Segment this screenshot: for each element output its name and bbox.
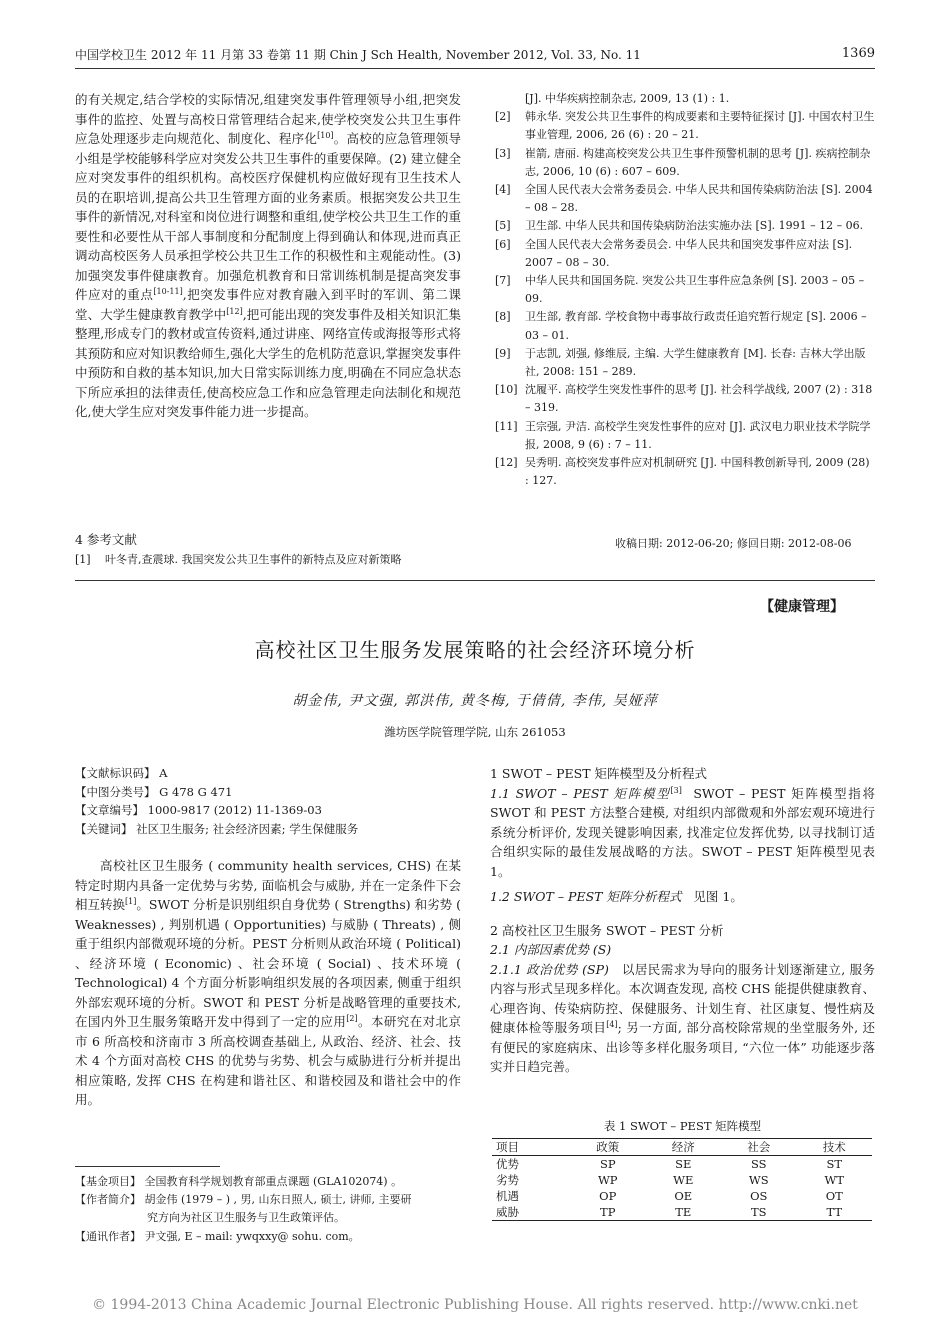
section-1-2: 1.2 SWOT – PEST 矩阵分析程式 见图 1。 <box>490 889 743 904</box>
meta-keywords: 【关键词】 社区卫生服务; 社会经济因素; 学生保健服务 <box>75 821 359 836</box>
swot-pest-table <box>492 1139 872 1220</box>
article-affiliation: 潍坊医学院管理学院, 山东 261053 <box>384 725 566 739</box>
prev-article-left-column <box>75 90 461 422</box>
citation: [12] <box>226 306 243 316</box>
reference-list-right <box>495 90 875 490</box>
section-1-heading: 1 SWOT – PEST 矩阵模型及分析程式 <box>490 766 708 781</box>
table-cell: OP <box>599 1189 617 1203</box>
prev-article-paragraph: 的有关规定,结合学校的实际情况,组建突发事件管理领导小组,把突发事件的监控、处置与高校日常管理结合起来,使学校突发公共卫生事件应急处理逐步走向规范化、制度化、程序化[10]。高校的应急管理领导小组是学校能够科学应对突发公共卫生事件的重要保障。(2) 建立健全应对突发事件的组织机构。高校医疗保健机构应做好现有卫生技术人员的在职培训,提高公共卫生管理方面的业务素质。根据突发公共卫生事件的新情况,对科室和岗位进行调整和重组,使学校公共卫生工作的重要性和必要性从干部人事制度和分配制度上得到确认和体现,进而真正调动高校医务人员承担学校公共卫生工作的积极性和主观能动性。(3) 加强突发事件健康教育。加强危机教育和日常训练机制是提高突发事件应对的重点[10-11],把突发事件应对教育融入到平时的军训、第二课堂、大学生健康教育教学中[12],把可能出现的突发事件及相关知识汇集整理,形成专门的教材或宣传资料,通过讲座、网络宣传或海报等形式将其预防和应对知识教给师生,强化大学生的危机防范意识,掌握突发事件中预防和自救的基本知识,加大日常实际训练力度,明确在不同应急状态下所应承担的法律责任,使高校应急工作和应急管理走向法制化和规范化,使大学生应对突发事件能力进一步提高。 <box>75 92 461 419</box>
citation: [2] <box>346 1013 358 1023</box>
reference-item: [2] 韩永华. 突发公共卫生事件的构成要素和主要特征探讨 [J]. 中国农村卫生事业管理, 2006, 26 (6) : 20 – 21. <box>495 110 875 142</box>
table-caption: 表 1 SWOT – PEST 矩阵模型 <box>603 1119 762 1133</box>
citation: [4] <box>606 1019 618 1029</box>
intro-paragraph: 高校社区卫生服务 ( community health services, CHS) 在某特定时期内具备一定优势与劣势, 面临机会与威胁, 并在一定条件下会相互转换[1]。SWOT 分析是识别组织自身优势 ( Strengths) 和劣势 ( Weaknesses) , 判别机遇 ( Opportunities) 与威胁 ( Threats) , 侧重于组织内部微观环境的分析。PEST 分析则从政治环境 ( Political) 、经济环境 ( Economic) 、社会环境 ( Social) 、技术环境 ( Technological) 4 个方面分析影响组织发展的各项因素, 侧重于组织外部宏观环境的分析。SWOT 和 PEST 分析是战略管理的重要技术, 在国内外卫生服务策略开发中得到了一定的应用[2]。本研究在对北京市 6 所高校和济南市 3 所高校调查基础上, 从政治、经济、社会、技术 4 个方面对高校 CHS 的优势与劣势、机会与威胁进行分析并提出相应策略, 发挥 CHS 在构建和谐社区、和谐校园及和谐社会中的作用。 <box>75 858 461 1107</box>
article-title: 高校社区卫生服务发展策略的社会经济环境分析 <box>254 638 696 662</box>
footnote-rule <box>75 1166 220 1167</box>
footnotes <box>75 1173 475 1246</box>
section-2-heading: 2 高校社区卫生服务 SWOT – PEST 分析 <box>490 922 724 938</box>
reference-item: [J]. 中华疾病控制杂志, 2009, 13 (1) : 1. <box>525 92 730 105</box>
table-header-row <box>492 1139 872 1156</box>
table-row <box>492 1188 872 1204</box>
footnote-author: 【作者简介】 胡金伟 (1979 – ) , 男, 山东日照人, 硕士, 讲师, 主要研 <box>75 1193 412 1207</box>
table-cell: OE <box>674 1189 693 1203</box>
section-2-1-1: 2.1.1 政治优势 (SP) 以居民需求为导向的服务计划逐渐建立, 服务内容与形式呈现多样化。本次调查发现, 高校 CHS 能提供健康教育、心理咨询、传染病防控、保健服务、计划生育、社区康复、慢性病及健康体检等服务项目[4]; 另一方面, 部分高校除常规的坐堂服务外, 还有便民的家庭病床、出诊等多样化服务项目, “六位一体” 功能逐步落实并日趋完善。 <box>490 961 876 1074</box>
meta-article-number: 【文章编号】 1000-9817 (2012) 11-1369-03 <box>75 803 322 817</box>
table-header-cell: 技术 <box>822 1140 846 1154</box>
table-cell: OT <box>825 1189 843 1203</box>
footnote-funding: 【基金项目】 全国教育科学规划教育部重点课题 (GLA102074) 。 <box>75 1175 403 1188</box>
meta-doc-code: 【文献标识码】 A <box>75 766 168 780</box>
table-cell: OS <box>750 1189 768 1203</box>
table-cell: 优势 <box>496 1157 519 1171</box>
section-1-1: 1.1 SWOT – PEST 矩阵模型[3] SWOT – PEST 矩阵模型指将 SWOT 和 PEST 方法整合建模, 对组织内部微观和外部宏观环境进行系统分析评价, 发现关键影响因素, 找准定位发挥优势, 以寻找制订适合组织实际的最佳发展战略的方法。SWOT – PEST 矩阵模型见表 1。 <box>490 785 875 879</box>
reference-item: [12] 吴秀明. 高校突发事件应对机制研究 [J]. 中国科教创新导刊, 2009 (28) : 127. <box>495 456 870 488</box>
article-intro <box>75 856 461 1110</box>
table-header-cell: 政策 <box>596 1140 620 1154</box>
table-header-cell: 社会 <box>747 1140 771 1154</box>
reference-item: [5] 卫生部. 中华人民共和国传染病防治法实施办法 [S]. 1991 – 12 – 06. <box>495 219 864 233</box>
received-date: 收稿日期: 2012-06-20; 修回日期: 2012-08-06 <box>615 537 852 550</box>
table-cell: WT <box>824 1173 844 1187</box>
citation: [10-11] <box>153 286 183 296</box>
citation: [3] <box>670 785 682 795</box>
header-rule <box>75 68 875 69</box>
reference-item: [11] 王宗强, 尹洁. 高校学生突发性事件的应对 [J]. 武汉电力职业技术学院学报, 2008, 9 (6) : 7 – 11. <box>495 419 871 451</box>
meta-clc: 【中图分类号】 G 478 G 471 <box>75 784 233 799</box>
page-number: 1369 <box>841 46 875 61</box>
citation: [10] <box>317 130 334 140</box>
table-header-cell: 经济 <box>671 1140 695 1154</box>
table-cell: WE <box>673 1173 694 1187</box>
section-2-1-heading: 2.1 内部因素优势 (S) <box>490 942 612 957</box>
section-tag: 【健康管理】 <box>760 599 844 615</box>
table-header-cell: 项目 <box>496 1140 519 1154</box>
copyright-footer: © 1994-2013 China Academic Journal Electronic Publishing House. All rights reserved. http://www.cnki.net <box>92 1297 858 1313</box>
table-cell: WS <box>748 1173 769 1187</box>
table-cell: 威胁 <box>496 1205 519 1219</box>
table-row <box>492 1204 872 1220</box>
table-cell: 机遇 <box>496 1189 519 1203</box>
table-cell: TP <box>600 1205 616 1219</box>
reference-item: [10] 沈履平. 高校学生突发性事件的思考 [J]. 社会科学战线, 2007 (2) : 318 – 319. <box>495 383 873 415</box>
table-cell: SS <box>750 1157 767 1171</box>
table-cell: WP <box>597 1173 618 1187</box>
citation: [1] <box>125 896 137 906</box>
reference-item: [4] 全国人民代表大会常务委员会. 中华人民共和国传染病防治法 [S]. 2004 – 08 – 28. <box>495 183 873 215</box>
article-meta <box>75 764 358 838</box>
running-head-text: 中国学校卫生 2012 年 11 月第 33 卷第 11 期 Chin J Sch Health, November 2012, Vol. 33, No. 11 <box>75 48 641 62</box>
table-cell: SP <box>599 1157 616 1171</box>
table-cell: 劣势 <box>496 1173 519 1187</box>
table-row <box>492 1172 872 1188</box>
footnote-corresponding: 【通讯作者】 尹文强, E – mail: ywqxxy@ sohu. com。 <box>75 1229 360 1243</box>
running-header <box>75 46 875 66</box>
table-row <box>492 1156 872 1173</box>
table-cell: ST <box>826 1157 843 1171</box>
reference-item: [6] 全国人民代表大会常务委员会. 中华人民共和国突发事件应对法 [S]. 2007 – 08 – 30. <box>495 237 853 269</box>
article-separator <box>75 580 875 581</box>
article-right-column <box>490 764 875 1077</box>
table-cell: SE <box>675 1157 692 1171</box>
footnote-author-cont: 究方向为社区卫生服务与卫生政策评估。 <box>147 1211 345 1225</box>
reference-item: [9] 于志凯, 刘强, 修维辰, 主编. 大学生健康教育 [M]. 长春: 吉林大学出版社, 2008: 151 – 289. <box>495 346 866 379</box>
reference-item: [7] 中华人民共和国国务院. 突发公共卫生事件应急条例 [S]. 2003 – 05 – 09. <box>495 274 865 306</box>
reference-item: [3] 崔箭, 唐丽. 构建高校突发公共卫生事件预警机制的思考 [J]. 疾病控制杂志, 2006, 10 (6) : 607 – 609. <box>495 146 871 178</box>
table-cell: TT <box>826 1205 843 1219</box>
references-heading: 4 参考文献 <box>75 532 137 547</box>
swot-pest-table-wrap <box>492 1138 872 1221</box>
table-cell: TE <box>675 1205 692 1219</box>
reference-item: [8] 卫生部, 教育部. 学校食物中毒事故行政责任追究暂行规定 [S]. 2006 – 03 – 01. <box>495 310 867 342</box>
reference-list-left <box>75 551 461 569</box>
table-cell: TS <box>750 1205 767 1219</box>
article-authors: 胡金伟, 尹文强, 郭洪伟, 黄冬梅, 于倩倩, 李伟, 吴娅萍 <box>292 693 658 709</box>
reference-item: [1] 叶冬青,查震球. 我国突发公共卫生事件的新特点及应对新策略 <box>75 553 402 566</box>
